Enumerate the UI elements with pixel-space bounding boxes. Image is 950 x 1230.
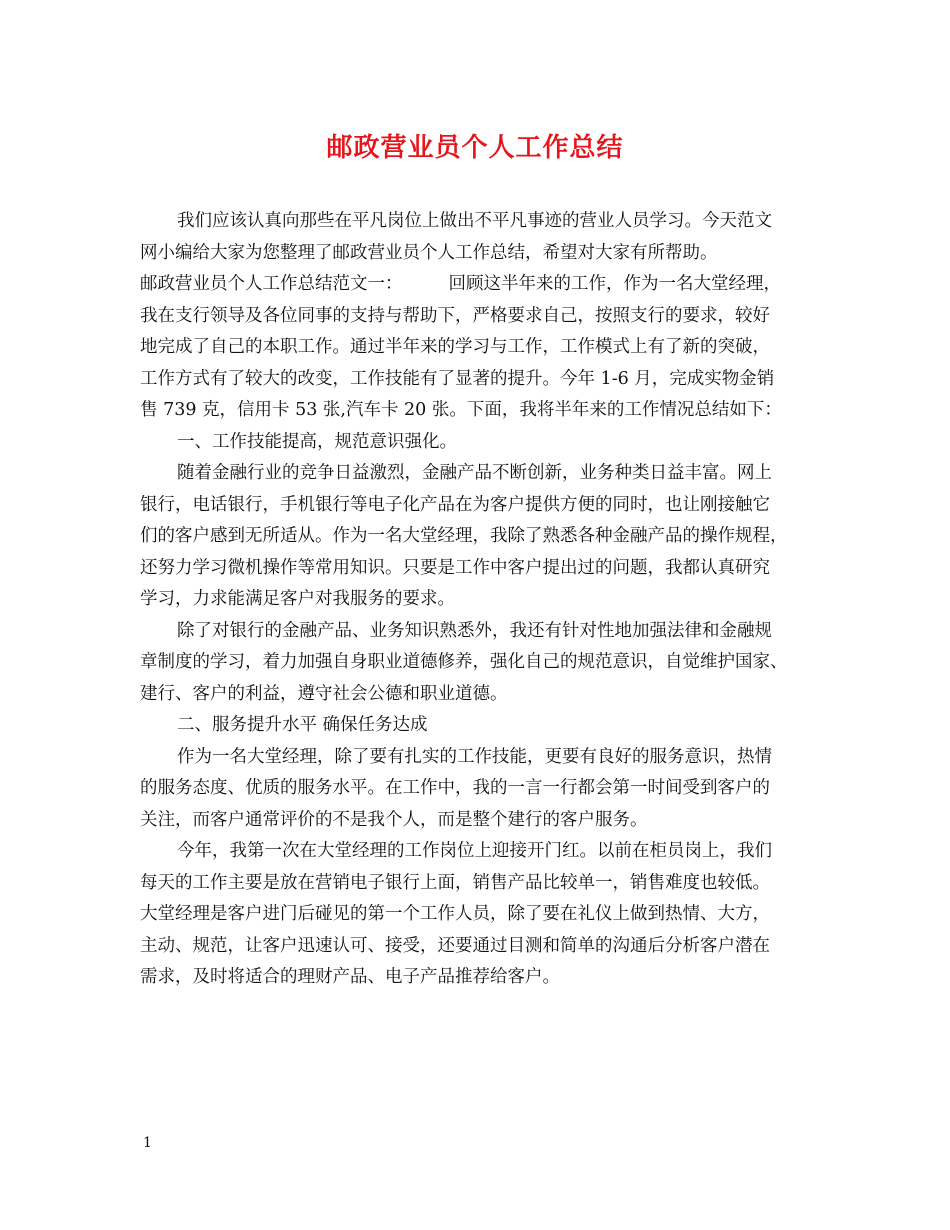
paragraph-line: [140, 584, 820, 616]
line-text: 二、服务提升水平 确保任务达成: [177, 715, 428, 735]
line-text: 今年，我第一次在大堂经理的工作岗位上迎接开门红。以前在柜员岗上，我们: [177, 841, 772, 861]
line-text: 一、工作技能提高，规范意识强化。: [177, 431, 457, 452]
line-text: 网小编给大家为您整理了邮政营业员个人工作总结，希望对大家有所帮助。: [140, 242, 718, 263]
line-text: 银行，电话银行，手机银行等电子化产品在为客户提供方便的同时，也让刚接触它: [140, 494, 770, 515]
paragraph-line: [140, 364, 820, 396]
line-text: 随着金融行业的竞争日益激烈，金融产品不断创新，业务种类日益丰富。网上: [177, 463, 772, 483]
page-number: 1: [143, 1135, 152, 1151]
line-text: 章制度的学习，着力加强自身职业道德修养，强化自己的规范意识，自觉维护国家、: [140, 652, 788, 672]
page-title: 邮政营业员个人工作总结: [326, 133, 624, 163]
paragraph-line: [140, 490, 820, 522]
paragraph-line: [140, 773, 820, 805]
line-text: 的服务态度、优质的服务水平。在工作中，我的一言一行都会第一时间受到客户的: [140, 778, 770, 798]
line-text: 学习，力求能满足客户对我服务的要求。: [140, 589, 455, 609]
paragraph-line: [140, 616, 820, 648]
line-text: 建行、客户的利益，遵守社会公德和职业道德。: [140, 683, 508, 704]
paragraph-line: [140, 899, 820, 931]
paragraph-line: [140, 521, 820, 553]
paragraph-line: [140, 269, 820, 301]
paragraph-line: [140, 238, 820, 270]
paragraph-line: [140, 553, 820, 585]
line-text: 作为一名大堂经理，除了要有扎实的工作技能，更要有良好的服务意识，热情: [177, 746, 772, 767]
paragraph-line: [140, 805, 820, 837]
line-text: 每天的工作主要是放在营销电子银行上面，销售产品比较单一，销售难度也较低。: [140, 872, 770, 893]
line-text-continued: 回顾这半年来的工作，作为一名大堂经理，: [448, 274, 781, 294]
line-text: 还努力学习微机操作等常用知识。只要是工作中客户提出过的问题，我都认真研究: [140, 557, 770, 578]
line-text: 除了对银行的金融产品、业务知识熟悉外，我还有针对性地加强法律和金融规: [177, 620, 772, 641]
paragraph-line: [140, 427, 820, 459]
line-text: 我在支行领导及各位同事的支持与帮助下，严格要求自己，按照支行的要求，较好: [140, 305, 770, 326]
paragraph-line: [140, 458, 820, 490]
paragraph-line: [140, 679, 820, 711]
line-text: 主动、规范，让客户迅速认可、接受，还要通过目测和简单的沟通后分析客户潜在: [140, 935, 770, 956]
line-text: 我们应该认真向那些在平凡岗位上做出不平凡事迹的营业人员学习。今天范文: [177, 211, 772, 231]
line-text: 们的客户感到无所适从。作为一名大堂经理，我除了熟悉各种金融产品的操作规程，: [140, 526, 788, 546]
line-text: 售 739 克，信用卡 53 张,汽车卡 20 张。下面，我将半年来的工作情况总结如下：: [140, 400, 782, 420]
line-text: 工作方式有了较大的改变，工作技能有了显著的提升。今年 1-6 月，完成实物金销: [140, 368, 775, 389]
paragraph-line: [140, 868, 820, 900]
paragraph-line: [140, 931, 820, 963]
paragraph-line: [140, 206, 820, 238]
paragraph-line: [140, 742, 820, 774]
line-text: 地完成了自己的本职工作。通过半年来的学习与工作，工作模式上有了新的突破，: [140, 337, 770, 357]
paragraph-line: [140, 301, 820, 333]
paragraph-line: [140, 332, 820, 364]
line-text: 需求，及时将适合的理财产品、电子产品推荐给客户。: [140, 967, 560, 987]
paragraph-line: [140, 647, 820, 679]
line-text: 邮政营业员个人工作总结范文一：: [140, 274, 403, 294]
paragraph-line: [140, 836, 820, 868]
document-body: [140, 206, 820, 994]
paragraph-line: [140, 962, 820, 994]
line-text: 大堂经理是客户进门后碰见的第一个工作人员，除了要在礼仪上做到热情、大方，: [140, 904, 770, 924]
paragraph-line: [140, 395, 820, 427]
paragraph-line: [140, 710, 820, 742]
line-text: 关注，而客户通常评价的不是我个人，而是整个建行的客户服务。: [140, 809, 648, 830]
